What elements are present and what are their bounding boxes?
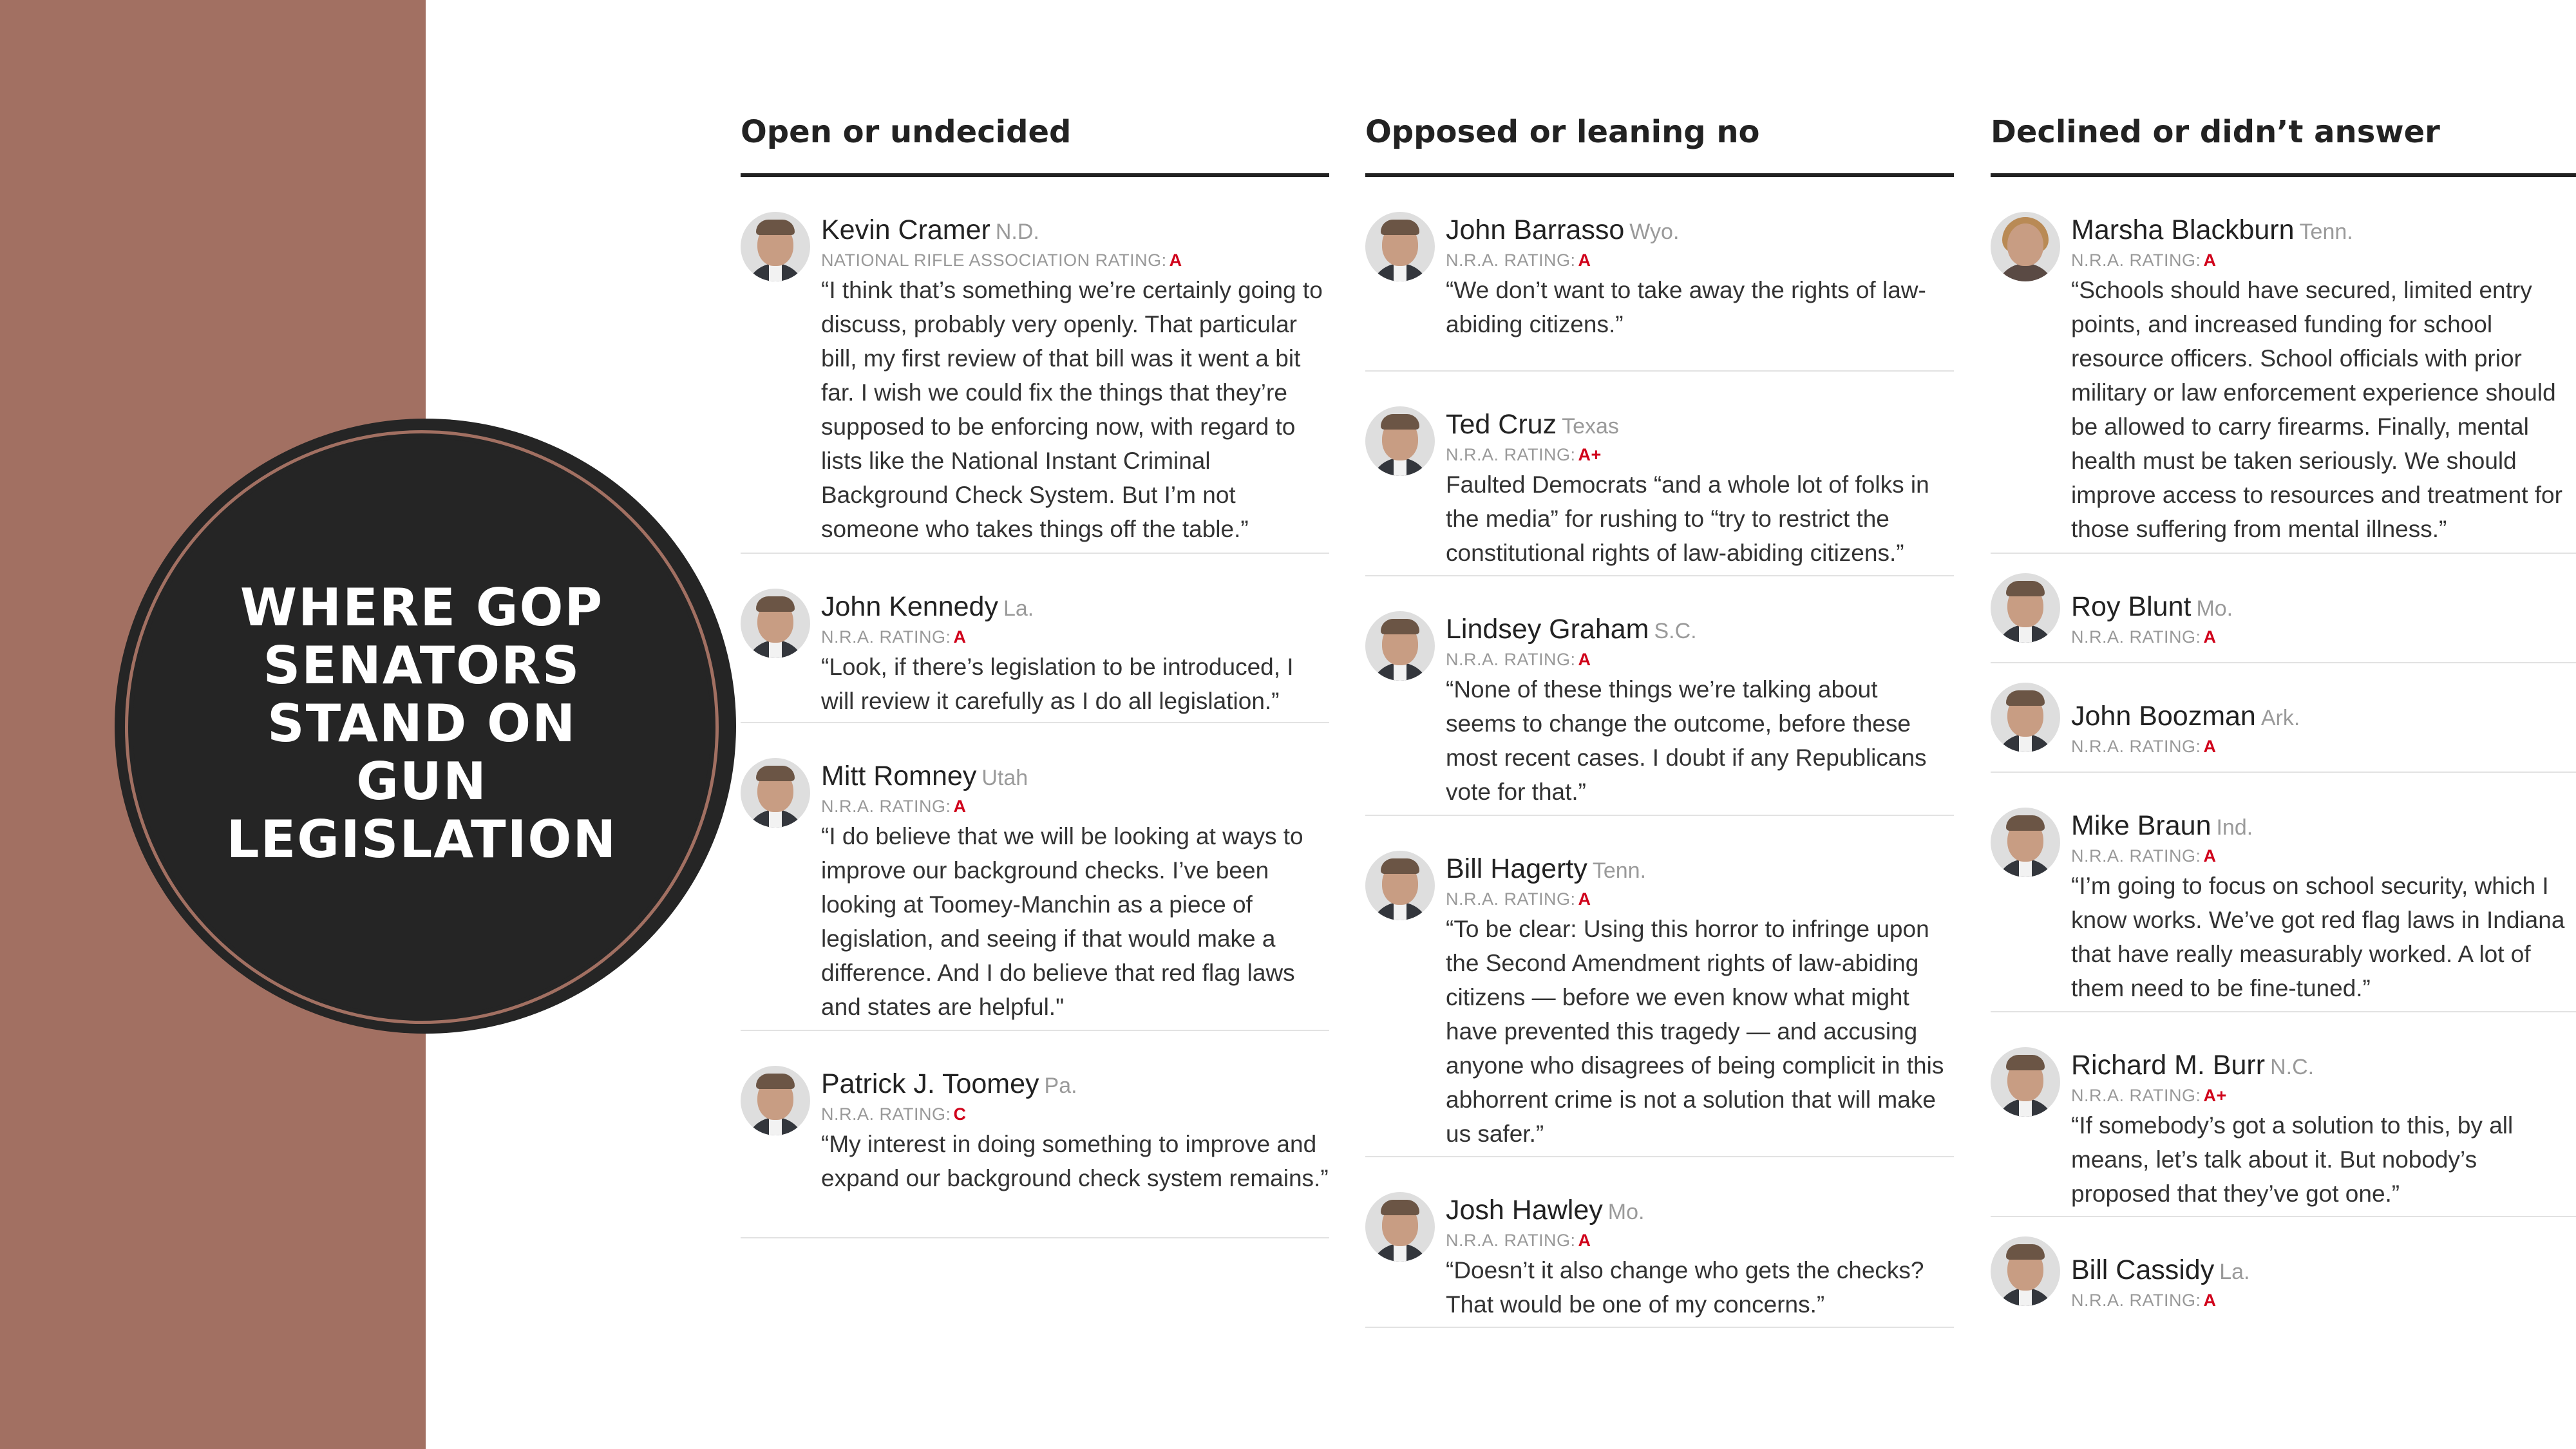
senator-entry	[741, 723, 1329, 1031]
nra-grade: A	[2203, 1291, 2217, 1310]
senator-state: Pa.	[1044, 1074, 1077, 1098]
column-heading: Open or undecided	[741, 106, 1329, 177]
nra-grade: A+	[1578, 445, 1602, 464]
column-heading: Declined or didn’t answer	[1991, 106, 2576, 177]
rating-label: N.R.A. RATING:	[1446, 889, 1576, 909]
senator-name: Patrick J. Toomey	[821, 1068, 1039, 1099]
avatar	[1991, 683, 2060, 752]
nra-grade: A	[1578, 1231, 1591, 1250]
nra-grade: A	[2203, 737, 2217, 756]
senator-name: Richard M. Burr	[2071, 1050, 2266, 1081]
senator-quote: “To be clear: Using this horror to infringe upon the Second Amendment rights of law-abiding citizens — before we even know what might have prevented this tragedy — and accusing anyone who disagrees of being complicit in this abhorrent crime is not a solution that will make us safer.”	[1446, 916, 1944, 1147]
senator-entry	[1365, 372, 1954, 576]
senator-state: Tenn.	[2299, 220, 2353, 244]
senator-quote: “I’m going to focus on school security, which I know works. We’ve got red flag laws in Indiana that have really measurably worked. A lot of them need to be fine-tuned.”	[2071, 873, 2565, 1001]
senator-quote: “We don’t want to take away the rights of law-abiding citizens.”	[1446, 277, 1926, 337]
nra-grade: A	[1169, 251, 1182, 270]
avatar	[1365, 1192, 1435, 1262]
avatar	[1365, 851, 1435, 920]
rating-label: N.R.A. RATING:	[821, 627, 951, 647]
senator-name: John Barrasso	[1446, 214, 1625, 245]
senator-name: Kevin Cramer	[821, 214, 990, 245]
senator-name: Josh Hawley	[1446, 1195, 1603, 1226]
senator-quote: “I think that’s something we’re certainly going to discuss, probably very openly. That particular bill, my first review of that bill was it went a bit far. I wish we could fix the things that they’re supposed to be enforcing now, with regard to lists like the National Instant Criminal Background Check System. But I’m not someone who takes things off the table.”	[821, 277, 1323, 542]
avatar	[741, 589, 810, 658]
senator-state: Tenn.	[1592, 858, 1647, 883]
rating-label: N.R.A. RATING:	[2071, 251, 2201, 270]
senator-state: La.	[1003, 596, 1034, 621]
senator-name: Roy Blunt	[2071, 591, 2192, 622]
senator-entry	[1365, 816, 1954, 1157]
rating-label: N.R.A. RATING:	[1446, 445, 1576, 464]
senator-entry	[1991, 1217, 2576, 1327]
senator-entry	[1991, 554, 2576, 663]
avatar	[741, 212, 810, 281]
rating-label: N.R.A. RATING:	[2071, 846, 2201, 866]
senator-name: Mitt Romney	[821, 761, 977, 791]
senator-quote: “Look, if there’s legislation to be introduced, I will review it carefully as I do all legislation.”	[821, 654, 1294, 714]
column-opposed-leaning-no	[1365, 106, 1954, 1328]
senator-entry	[1991, 177, 2576, 554]
senator-state: Ark.	[2260, 706, 2300, 730]
senator-state: Texas	[1562, 414, 1619, 439]
senator-quote: “Schools should have secured, limited entry points, and increased funding for school resource officers. School officials with prior military or law enforcement experience should be allowed to carry firearms. Finally, mental health must be taken seriously. We should improve access to resources and treatment for those suffering from mental illness.”	[2071, 277, 2562, 542]
senator-quote: “None of these things we’re talking about seems to change the outcome, before these most recent cases. I doubt if any Republicans vote for that.”	[1446, 676, 1927, 805]
avatar	[741, 758, 810, 828]
nra-grade: A	[2203, 251, 2217, 270]
avatar	[1991, 573, 2060, 643]
column-heading: Opposed or leaning no	[1365, 106, 1954, 177]
senator-state: Mo.	[1607, 1200, 1645, 1224]
nra-grade: C	[953, 1104, 967, 1124]
rating-label: N.R.A. RATING:	[2071, 1086, 2201, 1105]
nra-grade: A	[1578, 251, 1591, 270]
nra-grade: A	[2203, 846, 2217, 866]
nra-grade: A	[953, 627, 967, 647]
rating-label: N.R.A. RATING:	[2071, 627, 2201, 647]
senator-name: Lindsey Graham	[1446, 614, 1649, 645]
senator-entry	[741, 554, 1329, 723]
senator-name: Mike Braun	[2071, 810, 2211, 841]
avatar	[1991, 212, 2060, 281]
senator-state: N.C.	[2270, 1055, 2315, 1079]
avatar	[1991, 1047, 2060, 1117]
senator-entry	[1991, 773, 2576, 1012]
senator-entry	[1365, 1157, 1954, 1328]
senator-quote: “Doesn’t it also change who gets the checks? That would be one of my concerns.”	[1446, 1257, 1924, 1318]
senator-entry	[741, 177, 1329, 554]
avatar	[1365, 406, 1435, 476]
nra-grade: A	[1578, 650, 1591, 669]
rating-label: NATIONAL RIFLE ASSOCIATION RATING:	[821, 251, 1167, 270]
senator-state: Utah	[981, 766, 1028, 790]
rating-label: N.R.A. RATING:	[1446, 1231, 1576, 1250]
avatar	[1365, 611, 1435, 681]
column-open-undecided	[741, 106, 1329, 1238]
senator-entry	[1365, 576, 1954, 816]
senator-name: John Boozman	[2071, 701, 2256, 732]
rating-label: N.R.A. RATING:	[1446, 650, 1576, 669]
senator-state: Wyo.	[1629, 220, 1680, 244]
senator-state: Ind.	[2216, 815, 2253, 840]
rating-label: N.R.A. RATING:	[2071, 1291, 2201, 1310]
senator-state: N.D.	[995, 220, 1039, 244]
senator-name: Bill Cassidy	[2071, 1255, 2215, 1285]
avatar	[1365, 212, 1435, 281]
senator-quote: “If somebody’s got a solution to this, by all means, let’s talk about it. But nobody’s proposed that they’ve got one.”	[2071, 1112, 2514, 1207]
column-declined	[1991, 106, 2576, 1327]
nra-grade: A	[953, 797, 967, 816]
rating-label: N.R.A. RATING:	[821, 797, 951, 816]
nra-grade: A+	[2203, 1086, 2227, 1105]
rating-label: N.R.A. RATING:	[1446, 251, 1576, 270]
nra-grade: A	[2203, 627, 2217, 647]
senator-quote: “My interest in doing something to improve and expand our background check system remains.”	[821, 1131, 1329, 1191]
senator-name: Ted Cruz	[1446, 409, 1557, 440]
senator-entry	[1991, 663, 2576, 773]
title-badge	[133, 438, 711, 1016]
avatar	[1991, 808, 2060, 877]
nra-grade: A	[1578, 889, 1591, 909]
senator-entry	[1991, 1012, 2576, 1217]
senator-quote: “I do believe that we will be looking at ways to improve our background checks. I’ve been looking at Toomey-Manchin as a piece of legislation, and seeing if that would make a difference. And I do believe that red flag laws and states are helpful."	[821, 823, 1303, 1020]
rating-label: N.R.A. RATING:	[821, 1104, 951, 1124]
avatar	[1991, 1236, 2060, 1306]
senator-state: S.C.	[1654, 619, 1697, 643]
senator-name: Bill Hagerty	[1446, 853, 1587, 884]
senator-quote: Faulted Democrats “and a whole lot of folks in the media” for rushing to “try to restrict the constitutional rights of law-abiding citizens.”	[1446, 471, 1929, 566]
senator-entry	[741, 1031, 1329, 1238]
senator-name: Marsha Blackburn	[2071, 214, 2295, 245]
senator-state: Mo.	[2196, 596, 2233, 621]
rating-label: N.R.A. RATING:	[2071, 737, 2201, 756]
avatar	[741, 1066, 810, 1135]
senator-state: La.	[2219, 1260, 2250, 1284]
senator-name: John Kennedy	[821, 591, 998, 622]
page-title: WHERE GOP SENATORS STAND ON GUN LEGISLATION	[226, 578, 618, 869]
senator-entry	[1365, 177, 1954, 372]
